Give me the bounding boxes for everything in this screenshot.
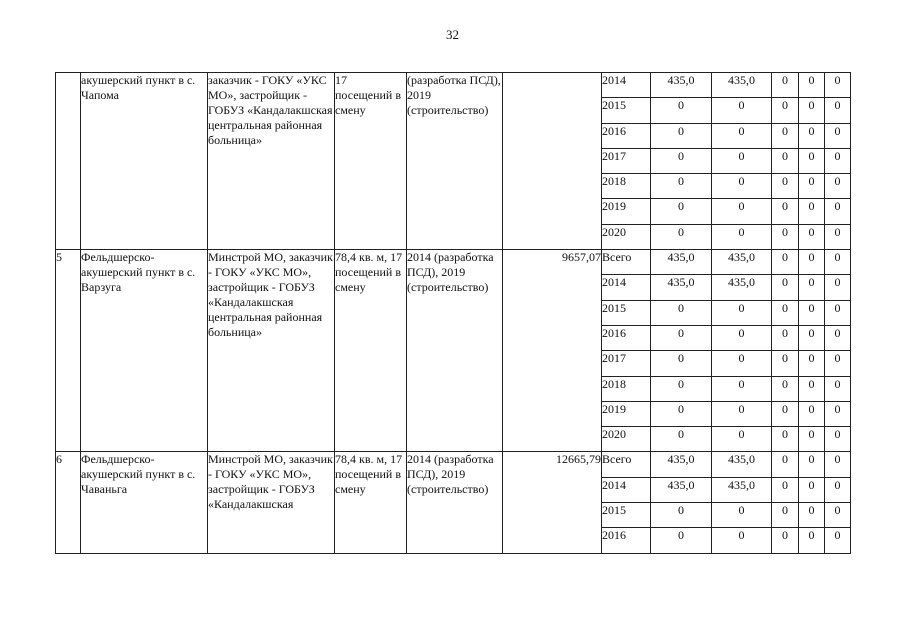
period-cell: (разработка ПСД), 2019 (строительство) bbox=[407, 73, 503, 250]
year-cell: 2016 bbox=[602, 123, 651, 148]
year-cell: 2016 bbox=[602, 528, 651, 553]
amount-cell: 0 bbox=[799, 98, 825, 123]
amount-cell: 435,0 bbox=[651, 477, 712, 502]
amount-cell: 0 bbox=[712, 148, 772, 173]
amount-cell: 0 bbox=[772, 477, 799, 502]
amount-cell: 0 bbox=[825, 98, 851, 123]
amount-cell: 435,0 bbox=[712, 73, 772, 98]
amount-cell: 435,0 bbox=[712, 477, 772, 502]
amount-cell: 0 bbox=[825, 300, 851, 325]
year-cell: 2014 bbox=[602, 73, 651, 98]
table-row bbox=[56, 452, 851, 477]
amount-cell: 0 bbox=[651, 351, 712, 376]
cost-cell bbox=[503, 73, 602, 250]
amount-cell: 0 bbox=[712, 98, 772, 123]
amount-cell: 435,0 bbox=[651, 452, 712, 477]
year-cell: 2015 bbox=[602, 98, 651, 123]
amount-cell: 0 bbox=[799, 503, 825, 528]
capacity-cell: 17 посещений в смену bbox=[335, 73, 407, 250]
amount-cell: 435,0 bbox=[651, 73, 712, 98]
amount-cell: 0 bbox=[772, 325, 799, 350]
year-cell: 2014 bbox=[602, 477, 651, 502]
amount-cell: 0 bbox=[799, 73, 825, 98]
year-cell: 2016 bbox=[602, 325, 651, 350]
amount-cell: 0 bbox=[799, 477, 825, 502]
customer-cell: Минстрой МО, заказчик - ГОКУ «УКС МО», застройщик - ГОБУЗ «Кандалакшская bbox=[208, 452, 335, 553]
amount-cell: 0 bbox=[712, 174, 772, 199]
amount-cell: 0 bbox=[712, 503, 772, 528]
amount-cell: 0 bbox=[799, 325, 825, 350]
table-row bbox=[56, 73, 851, 98]
amount-cell: 0 bbox=[772, 503, 799, 528]
amount-cell: 0 bbox=[772, 174, 799, 199]
page-number: 32 bbox=[446, 27, 459, 42]
amount-cell: 435,0 bbox=[651, 250, 712, 275]
amount-cell: 435,0 bbox=[712, 250, 772, 275]
amount-cell: 0 bbox=[651, 224, 712, 249]
amount-cell: 0 bbox=[651, 528, 712, 553]
amount-cell: 0 bbox=[772, 376, 799, 401]
cost-cell: 9657,07 bbox=[503, 250, 602, 452]
year-cell: 2015 bbox=[602, 503, 651, 528]
object-name-cell: Фельдшерско-акушерский пункт в с. Варзуга bbox=[81, 250, 208, 452]
customer-cell: заказчик - ГОКУ «УКС МО», застройщик - ГОБУЗ «Кандалакшская центральная районная больница» bbox=[208, 73, 335, 250]
amount-cell: 0 bbox=[825, 528, 851, 553]
amount-cell: 0 bbox=[712, 401, 772, 426]
amount-cell: 0 bbox=[799, 401, 825, 426]
amount-cell: 0 bbox=[772, 123, 799, 148]
capacity-cell: 78,4 кв. м, 17 посещений в смену bbox=[335, 452, 407, 553]
amount-cell: 0 bbox=[651, 401, 712, 426]
amount-cell: 0 bbox=[712, 224, 772, 249]
amount-cell: 0 bbox=[825, 376, 851, 401]
amount-cell: 0 bbox=[772, 199, 799, 224]
year-cell: 2018 bbox=[602, 174, 651, 199]
amount-cell: 0 bbox=[799, 452, 825, 477]
amount-cell: 0 bbox=[825, 250, 851, 275]
object-name-cell: Фельдшерско-акушерский пункт в с. Чаваньга bbox=[81, 452, 208, 553]
amount-cell: 0 bbox=[712, 123, 772, 148]
amount-cell: 0 bbox=[772, 401, 799, 426]
cost-cell: 12665,79 bbox=[503, 452, 602, 553]
amount-cell: 0 bbox=[651, 148, 712, 173]
amount-cell: 0 bbox=[825, 199, 851, 224]
period-cell: 2014 (разработка ПСД), 2019 (строительство) bbox=[407, 452, 503, 553]
investment-table bbox=[55, 72, 851, 554]
amount-cell: 0 bbox=[799, 148, 825, 173]
amount-cell: 0 bbox=[712, 351, 772, 376]
amount-cell: 0 bbox=[712, 199, 772, 224]
amount-cell: 0 bbox=[651, 174, 712, 199]
amount-cell: 0 bbox=[712, 427, 772, 452]
amount-cell: 0 bbox=[825, 351, 851, 376]
customer-cell: Минстрой МО, заказчик - ГОКУ «УКС МО», застройщик - ГОБУЗ «Кандалакшская центральная районная больница» bbox=[208, 250, 335, 452]
amount-cell: 0 bbox=[825, 452, 851, 477]
amount-cell: 0 bbox=[825, 503, 851, 528]
year-cell: 2014 bbox=[602, 275, 651, 300]
year-cell: 2019 bbox=[602, 199, 651, 224]
year-cell: 2018 bbox=[602, 376, 651, 401]
amount-cell: 0 bbox=[651, 98, 712, 123]
amount-cell: 0 bbox=[799, 224, 825, 249]
row-number-cell: 5 bbox=[56, 250, 81, 452]
amount-cell: 0 bbox=[772, 224, 799, 249]
amount-cell: 0 bbox=[825, 148, 851, 173]
amount-cell: 0 bbox=[651, 503, 712, 528]
amount-cell: 0 bbox=[772, 452, 799, 477]
amount-cell: 0 bbox=[651, 325, 712, 350]
amount-cell: 0 bbox=[651, 376, 712, 401]
amount-cell: 0 bbox=[712, 528, 772, 553]
amount-cell: 0 bbox=[651, 123, 712, 148]
amount-cell: 435,0 bbox=[712, 452, 772, 477]
amount-cell: 435,0 bbox=[651, 275, 712, 300]
capacity-cell: 78,4 кв. м, 17 посещений в смену bbox=[335, 250, 407, 452]
amount-cell: 0 bbox=[799, 528, 825, 553]
amount-cell: 0 bbox=[772, 98, 799, 123]
amount-cell: 435,0 bbox=[712, 275, 772, 300]
year-cell: 2019 bbox=[602, 401, 651, 426]
year-cell: 2020 bbox=[602, 427, 651, 452]
object-name-cell: акушерский пункт в с. Чапома bbox=[81, 73, 208, 250]
amount-cell: 0 bbox=[799, 123, 825, 148]
amount-cell: 0 bbox=[825, 73, 851, 98]
amount-cell: 0 bbox=[712, 325, 772, 350]
year-cell: Всего bbox=[602, 250, 651, 275]
amount-cell: 0 bbox=[799, 199, 825, 224]
year-cell: 2015 bbox=[602, 300, 651, 325]
amount-cell: 0 bbox=[772, 73, 799, 98]
amount-cell: 0 bbox=[712, 376, 772, 401]
amount-cell: 0 bbox=[825, 401, 851, 426]
amount-cell: 0 bbox=[799, 351, 825, 376]
row-number-cell: 6 bbox=[56, 452, 81, 553]
year-cell: 2020 bbox=[602, 224, 651, 249]
year-cell: Всего bbox=[602, 452, 651, 477]
amount-cell: 0 bbox=[772, 528, 799, 553]
amount-cell: 0 bbox=[712, 300, 772, 325]
period-cell: 2014 (разработка ПСД), 2019 (строительство) bbox=[407, 250, 503, 452]
amount-cell: 0 bbox=[651, 427, 712, 452]
amount-cell: 0 bbox=[825, 123, 851, 148]
amount-cell: 0 bbox=[772, 427, 799, 452]
amount-cell: 0 bbox=[651, 300, 712, 325]
amount-cell: 0 bbox=[799, 376, 825, 401]
amount-cell: 0 bbox=[651, 199, 712, 224]
year-cell: 2017 bbox=[602, 148, 651, 173]
table-row bbox=[56, 250, 851, 275]
amount-cell: 0 bbox=[825, 477, 851, 502]
amount-cell: 0 bbox=[799, 174, 825, 199]
row-number-cell bbox=[56, 73, 81, 250]
amount-cell: 0 bbox=[799, 300, 825, 325]
amount-cell: 0 bbox=[825, 427, 851, 452]
amount-cell: 0 bbox=[772, 300, 799, 325]
amount-cell: 0 bbox=[772, 148, 799, 173]
amount-cell: 0 bbox=[825, 224, 851, 249]
amount-cell: 0 bbox=[772, 351, 799, 376]
amount-cell: 0 bbox=[772, 275, 799, 300]
amount-cell: 0 bbox=[772, 250, 799, 275]
year-cell: 2017 bbox=[602, 351, 651, 376]
amount-cell: 0 bbox=[825, 174, 851, 199]
amount-cell: 0 bbox=[799, 427, 825, 452]
amount-cell: 0 bbox=[799, 275, 825, 300]
amount-cell: 0 bbox=[825, 275, 851, 300]
amount-cell: 0 bbox=[825, 325, 851, 350]
amount-cell: 0 bbox=[799, 250, 825, 275]
